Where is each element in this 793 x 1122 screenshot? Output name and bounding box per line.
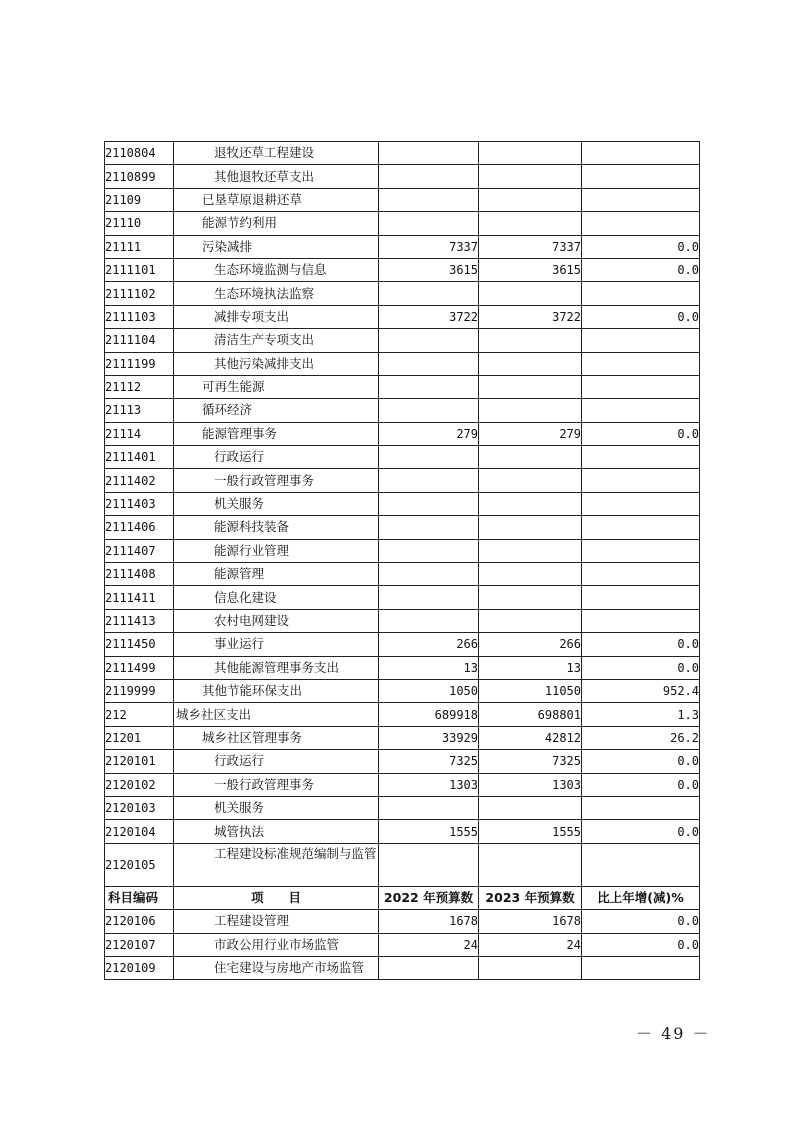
row-2023-value <box>479 329 582 352</box>
row-item: 城管执法 <box>174 820 379 843</box>
row-change-value <box>582 375 700 398</box>
row-code: 2111407 <box>105 539 174 562</box>
row-change-value: 0.0 <box>582 656 700 679</box>
row-item: 生态环境执法监察 <box>174 282 379 305</box>
row-code: 2120107 <box>105 933 174 956</box>
row-2023-value <box>479 282 582 305</box>
row-change-value: 0.0 <box>582 235 700 258</box>
row-change-value: 0.0 <box>582 773 700 796</box>
row-2023-value: 11050 <box>479 679 582 702</box>
row-code: 21113 <box>105 399 174 422</box>
row-2022-value: 1050 <box>379 679 479 702</box>
table-row <box>105 703 700 726</box>
row-code: 2119999 <box>105 679 174 702</box>
row-2022-value: 266 <box>379 633 479 656</box>
row-change-value <box>582 516 700 539</box>
row-code: 2111199 <box>105 352 174 375</box>
row-item: 其他能源管理事务支出 <box>174 656 379 679</box>
row-code: 2110899 <box>105 165 174 188</box>
table-row <box>105 165 700 188</box>
table-row <box>105 563 700 586</box>
row-item: 清洁生产专项支出 <box>174 329 379 352</box>
row-2022-value: 279 <box>379 422 479 445</box>
row-2022-value <box>379 843 479 886</box>
row-2023-value: 279 <box>479 422 582 445</box>
table-row <box>105 539 700 562</box>
row-code: 212 <box>105 703 174 726</box>
row-2022-value: 13 <box>379 656 479 679</box>
row-change-value: 26.2 <box>582 726 700 749</box>
row-code: 2120102 <box>105 773 174 796</box>
row-2023-value: 1678 <box>479 910 582 933</box>
row-2023-value <box>479 843 582 886</box>
row-2022-value: 1303 <box>379 773 479 796</box>
row-item: 一般行政管理事务 <box>174 773 379 796</box>
row-change-value <box>582 399 700 422</box>
row-code: 2120103 <box>105 796 174 819</box>
row-2022-value <box>379 375 479 398</box>
row-2022-value: 33929 <box>379 726 479 749</box>
row-item: 工程建设管理 <box>174 910 379 933</box>
row-2023-value <box>479 469 582 492</box>
row-2023-value <box>479 586 582 609</box>
row-code: 2120105 <box>105 843 174 886</box>
row-change-value: 0.0 <box>582 305 700 328</box>
table-row <box>105 212 700 235</box>
row-code: 2111101 <box>105 258 174 281</box>
row-change-value: 1.3 <box>582 703 700 726</box>
table-row <box>105 235 700 258</box>
table-row <box>105 142 700 165</box>
row-code: 2111103 <box>105 305 174 328</box>
row-code: 2120106 <box>105 910 174 933</box>
row-code: 2111408 <box>105 563 174 586</box>
row-2022-value <box>379 282 479 305</box>
row-2022-value <box>379 165 479 188</box>
row-code: 2111499 <box>105 656 174 679</box>
table-row <box>105 446 700 469</box>
row-item: 能源节约利用 <box>174 212 379 235</box>
row-code: 2111406 <box>105 516 174 539</box>
row-2023-value: 13 <box>479 656 582 679</box>
row-2023-value <box>479 142 582 165</box>
row-change-value: 0.0 <box>582 820 700 843</box>
row-2022-value: 1678 <box>379 910 479 933</box>
row-2023-value <box>479 375 582 398</box>
row-change-value <box>582 539 700 562</box>
row-2022-value <box>379 586 479 609</box>
row-2023-value: 698801 <box>479 703 582 726</box>
row-code: 2111411 <box>105 586 174 609</box>
row-item: 工程建设标准规范编制与监管 <box>174 843 379 886</box>
row-2022-value: 3722 <box>379 305 479 328</box>
table-header-block <box>105 886 700 909</box>
row-item: 能源管理事务 <box>174 422 379 445</box>
table-row <box>105 375 700 398</box>
row-code: 21110 <box>105 212 174 235</box>
budget-table <box>104 141 700 980</box>
table-row <box>105 820 700 843</box>
header-change: 比上年增(减)% <box>582 886 700 909</box>
row-2022-value <box>379 469 479 492</box>
page-number: － 49 － <box>636 1024 711 1043</box>
row-code: 21111 <box>105 235 174 258</box>
table-row <box>105 586 700 609</box>
row-item: 机关服务 <box>174 492 379 515</box>
row-item: 生态环境监测与信息 <box>174 258 379 281</box>
row-2022-value: 7325 <box>379 750 479 773</box>
row-2023-value <box>479 516 582 539</box>
table-row <box>105 469 700 492</box>
table-row <box>105 399 700 422</box>
row-2023-value: 3722 <box>479 305 582 328</box>
table-row <box>105 352 700 375</box>
row-2022-value <box>379 352 479 375</box>
row-2022-value <box>379 539 479 562</box>
table-row <box>105 679 700 702</box>
row-2023-value <box>479 796 582 819</box>
row-2022-value <box>379 446 479 469</box>
row-change-value <box>582 843 700 886</box>
row-change-value <box>582 469 700 492</box>
row-change-value: 0.0 <box>582 422 700 445</box>
row-code: 2111403 <box>105 492 174 515</box>
row-change-value: 0.0 <box>582 258 700 281</box>
table-row <box>105 773 700 796</box>
row-change-value <box>582 142 700 165</box>
row-item: 能源科技装备 <box>174 516 379 539</box>
row-item: 市政公用行业市场监管 <box>174 933 379 956</box>
table-row <box>105 422 700 445</box>
row-change-value <box>582 586 700 609</box>
row-2022-value <box>379 142 479 165</box>
row-item: 其他节能环保支出 <box>174 679 379 702</box>
row-2022-value <box>379 796 479 819</box>
table-row <box>105 750 700 773</box>
table-row <box>105 258 700 281</box>
row-item: 污染减排 <box>174 235 379 258</box>
row-2023-value <box>479 399 582 422</box>
table-row <box>105 492 700 515</box>
row-code: 21112 <box>105 375 174 398</box>
row-2023-value <box>479 165 582 188</box>
row-item: 循环经济 <box>174 399 379 422</box>
row-code: 21114 <box>105 422 174 445</box>
row-2023-value <box>479 956 582 979</box>
row-code: 21109 <box>105 188 174 211</box>
row-change-value <box>582 329 700 352</box>
row-item: 一般行政管理事务 <box>174 469 379 492</box>
row-code: 2120101 <box>105 750 174 773</box>
table-row <box>105 933 700 956</box>
row-2022-value <box>379 188 479 211</box>
table-row <box>105 910 700 933</box>
row-2022-value <box>379 956 479 979</box>
row-2022-value: 1555 <box>379 820 479 843</box>
row-item: 退牧还草工程建设 <box>174 142 379 165</box>
table-row <box>105 329 700 352</box>
row-code: 2111450 <box>105 633 174 656</box>
row-change-value <box>582 188 700 211</box>
row-item: 可再生能源 <box>174 375 379 398</box>
table-body-lower <box>105 910 700 980</box>
table-row <box>105 796 700 819</box>
row-change-value <box>582 352 700 375</box>
row-2023-value <box>479 539 582 562</box>
row-change-value <box>582 956 700 979</box>
row-change-value <box>582 796 700 819</box>
row-2023-value: 266 <box>479 633 582 656</box>
row-2023-value <box>479 446 582 469</box>
row-2023-value <box>479 212 582 235</box>
row-change-value: 0.0 <box>582 933 700 956</box>
row-item: 行政运行 <box>174 750 379 773</box>
row-code: 2110804 <box>105 142 174 165</box>
row-2023-value: 1303 <box>479 773 582 796</box>
row-code: 2111104 <box>105 329 174 352</box>
row-change-value <box>582 165 700 188</box>
row-2023-value: 7337 <box>479 235 582 258</box>
row-2022-value <box>379 492 479 515</box>
table-row <box>105 956 700 979</box>
table-body-upper <box>105 142 700 887</box>
row-item: 行政运行 <box>174 446 379 469</box>
row-change-value <box>582 212 700 235</box>
row-2023-value <box>479 188 582 211</box>
row-change-value: 952.4 <box>582 679 700 702</box>
row-item: 机关服务 <box>174 796 379 819</box>
row-change-value <box>582 492 700 515</box>
row-2023-value: 7325 <box>479 750 582 773</box>
row-change-value <box>582 563 700 586</box>
row-item: 城乡社区支出 <box>174 703 379 726</box>
row-2022-value: 7337 <box>379 235 479 258</box>
row-item: 城乡社区管理事务 <box>174 726 379 749</box>
row-2022-value <box>379 609 479 632</box>
table-row <box>105 726 700 749</box>
row-code: 2111102 <box>105 282 174 305</box>
row-change-value: 0.0 <box>582 910 700 933</box>
row-item: 信息化建设 <box>174 586 379 609</box>
row-2023-value <box>479 563 582 586</box>
row-change-value: 0.0 <box>582 750 700 773</box>
row-item: 住宅建设与房地产市场监管 <box>174 956 379 979</box>
row-item: 事业运行 <box>174 633 379 656</box>
row-2022-value: 3615 <box>379 258 479 281</box>
row-2023-value: 24 <box>479 933 582 956</box>
row-2022-value <box>379 212 479 235</box>
row-2022-value: 689918 <box>379 703 479 726</box>
row-item: 已垦草原退耕还草 <box>174 188 379 211</box>
row-code: 2111401 <box>105 446 174 469</box>
column-header-row <box>105 886 700 909</box>
row-2022-value: 24 <box>379 933 479 956</box>
row-2022-value <box>379 563 479 586</box>
row-2022-value <box>379 516 479 539</box>
table-row <box>105 282 700 305</box>
header-code: 科目编码 <box>105 886 174 909</box>
row-2022-value <box>379 329 479 352</box>
header-2022: 2022 年预算数 <box>379 886 479 909</box>
row-code: 21201 <box>105 726 174 749</box>
row-2023-value: 1555 <box>479 820 582 843</box>
table-row <box>105 609 700 632</box>
row-change-value <box>582 609 700 632</box>
table-row <box>105 516 700 539</box>
row-code: 2120109 <box>105 956 174 979</box>
row-item: 其他污染减排支出 <box>174 352 379 375</box>
row-code: 2111413 <box>105 609 174 632</box>
row-item: 能源管理 <box>174 563 379 586</box>
table-row <box>105 305 700 328</box>
table-row <box>105 843 700 886</box>
row-2023-value <box>479 492 582 515</box>
row-2023-value: 3615 <box>479 258 582 281</box>
row-2023-value <box>479 609 582 632</box>
table-row <box>105 188 700 211</box>
row-item: 其他退牧还草支出 <box>174 165 379 188</box>
row-item: 农村电网建设 <box>174 609 379 632</box>
row-code: 2120104 <box>105 820 174 843</box>
row-change-value: 0.0 <box>582 633 700 656</box>
row-2023-value: 42812 <box>479 726 582 749</box>
row-item: 减排专项支出 <box>174 305 379 328</box>
row-change-value <box>582 446 700 469</box>
row-item: 能源行业管理 <box>174 539 379 562</box>
row-change-value <box>582 282 700 305</box>
header-item: 项 目 <box>174 886 379 909</box>
table-row <box>105 656 700 679</box>
row-code: 2111402 <box>105 469 174 492</box>
row-2022-value <box>379 399 479 422</box>
table-row <box>105 633 700 656</box>
header-2023: 2023 年预算数 <box>479 886 582 909</box>
row-2023-value <box>479 352 582 375</box>
